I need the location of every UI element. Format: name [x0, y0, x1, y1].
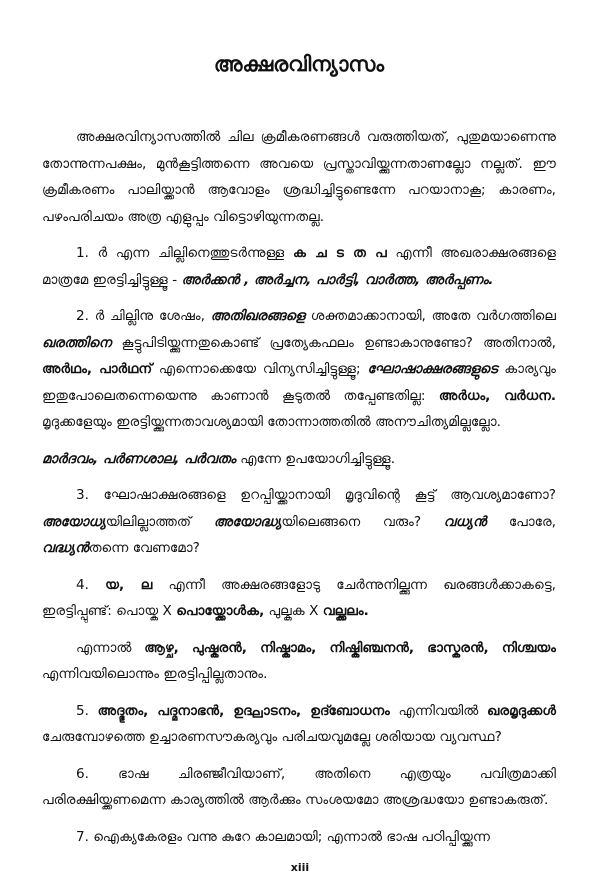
page-number: xiii — [290, 861, 310, 874]
text-span: മൃദുക്കളേയും ഇരട്ടിയ്ക്കുന്നതാവശ്യമായി തോന്നാത്തതിൽ അനൗചിത്യമില്ലല്ലോ. — [42, 414, 501, 430]
bold-italic-text: അയോദ്ധ്യ — [213, 513, 282, 530]
text-span: 1. ർ എന്ന ചില്ലിനെത്തുടർന്നുള്ള — [76, 245, 293, 261]
text-span: എന്നീ അഖരാക്ഷരങ്ങളെ മാത്രമേ ഇരട്ടിച്ചിട്ടുള്ളൂ - — [42, 245, 556, 288]
bold-italic-text: അതിഖരങ്ങളെ — [210, 308, 305, 324]
bold-text: യ, ല — [105, 576, 153, 593]
bold-text: ഖരമൃദുക്കൾ — [487, 702, 557, 719]
paragraph-rule-6: 6. ഭാഷ ചിരഞ്ജീവിയാണ്, അതിനെ എത്രയും പവിത്രമാക്കി പരിരക്ഷിയ്ക്കണമെന്ന കാര്യത്തിൽ ആർക്കും സംശയമോ അശ്രദ്ധയോ ഉണ്ടാകരുത്. — [42, 765, 556, 808]
paragraph-rule-1 — [42, 240, 556, 293]
paragraph-exceptions — [42, 635, 556, 688]
text-span: പോരേ, — [486, 513, 557, 530]
text-span: 4. — [76, 576, 106, 593]
text-span: എന്നീ അക്ഷരങ്ങളോടു ചേർന്നുനില്ക്കുന്ന ഖരങ്ങൾക്കാകട്ടെ, ഇരട്ടിപ്പുണ്ട്: പൊയ്ക X — [42, 576, 556, 619]
bold-text: പൊയ്ക്കോൾക, — [176, 603, 265, 619]
bold-italic-text: അയോധ്യ — [42, 513, 106, 530]
text-span: പുല്കുക X — [264, 603, 323, 619]
text-span: തന്നെ വേണമോ? — [88, 540, 200, 556]
bold-italic-text: ഘോഷാക്ഷരങ്ങളുടെ — [367, 361, 498, 377]
text-span: എന്നിവയിൽ — [389, 702, 487, 719]
text-span: ശക്തമാക്കാനായി, അതേ വർഗത്തിലെ — [305, 308, 556, 324]
bold-text: ആഴ്ച, പുഷ്കരൻ, നിഷ്കാമം, നിഷ്കിഞ്ചനൻ, ഭാസ്കരൻ, നിശ്ചയം — [144, 639, 556, 656]
bold-text: വല്ക്കലം. — [322, 603, 369, 619]
text-span: എന്നേ ഉപയോഗിച്ചിട്ടുള്ളൂ. — [235, 450, 396, 467]
text-span: ചേരുമ്പോഴത്തെ ഉച്ചാരണസൗകര്യവും പരിചയവുമല്ലേ ശരിയായ വ്യവസ്ഥ? — [42, 729, 502, 745]
text-span: എന്നൊക്കെയേ വിന്യസിച്ചിട്ടുള്ളൂ; — [152, 361, 368, 377]
paragraph-rule-2 — [42, 303, 556, 436]
bold-text: അർഥം, പാർഥന് — [42, 361, 153, 377]
bold-italic-text: വധ്യൻ — [443, 513, 487, 530]
paragraph-rule-7: 7. ഐക്യകേരളം വന്നു കുറേ കാലമായി; എന്നാൽ ഭാഷ പഠിപ്പിയ്ക്കുന്ന — [76, 828, 490, 845]
bold-italic-text: അർക്കൻ , അർച്ചന, പാർട്ടി, വാർത്ത, അർപ്പണം. — [181, 271, 494, 288]
page-title: അക്ഷരവിന്യാസം — [213, 52, 385, 76]
paragraph-intro: അക്ഷരവിന്യാസത്തിൽ ചില ക്രമീകരണങ്ങൾ വരുത്തിയത്, പുതുമയാണെന്നു തോന്നുന്നപക്ഷം, മുൻകൂട്ടിത്തന്നെ അവയെ പ്രസ്താവിയ്ക്കുന്നതാണല്ലോ നല്ലത്. ഈ ക്രമീകരണം പാലിയ്ക്കാൻ ആവോളം ശ്രദ്ധിച്ചിട്ടുണ്ടെന്നേ പറയാനാകൂ; കാരണം, പഴംപരിചയം അത്ര എളുപ്പം വിട്ടൊഴിയുന്നതല്ല. — [42, 129, 556, 225]
paragraph-examples — [42, 446, 556, 473]
text-span: 3. ഘോഷാക്ഷരങ്ങളെ ഉറപ്പിയ്ക്കാനായി മൃദുവിന്റെ കൂട്ട് ആവശ്യമാണോ? — [76, 487, 556, 503]
text-span: 2. ർ ചില്ലിനു ശേഷം, — [76, 308, 211, 324]
text-span: എന്നിവയിലൊന്നും ഇരട്ടിപ്പില്ലതാനും. — [42, 666, 268, 682]
document-body — [42, 124, 556, 850]
text-span: യിലില്ലാത്തത് — [105, 513, 214, 530]
bold-italic-text: ഖരത്തിനെ — [42, 334, 112, 351]
paragraph-rule-5 — [42, 698, 556, 751]
bold-italic-text: വദ്ധ്യൻ — [42, 540, 89, 556]
bold-text: ക ച ട ത പ — [292, 245, 387, 261]
bold-text: അദ്ഭുതം, പദ്മനാഭൻ, ഉദ്ഘാടനം, ഉദ്ബോധനം — [97, 702, 390, 719]
text-span: യിലെങ്ങനെ വരും? — [281, 513, 444, 530]
paragraph-rule-3 — [42, 482, 556, 562]
bold-italic-text: മാർദവം, പർണശാല, പർവതം — [42, 450, 236, 467]
text-span: കൂട്ടുപിടിയ്ക്കുന്നതുകൊണ്ട് പ്രത്യേകഫലം ഉണ്ടാകാനുണ്ടോ? അതിനാൽ, — [111, 334, 556, 351]
text-span: കാര്യവും ഇതുപോലെതന്നെയെന്നു കാണാൻ കൂടുതൽ തപ്പേണ്ടതില്ല: — [42, 361, 556, 404]
bold-text: അർധം, വർധന. — [438, 387, 556, 404]
paragraph-rule-4 — [42, 572, 556, 625]
text-span: എന്നാൽ — [76, 639, 145, 656]
text-span: 5. — [76, 702, 98, 719]
